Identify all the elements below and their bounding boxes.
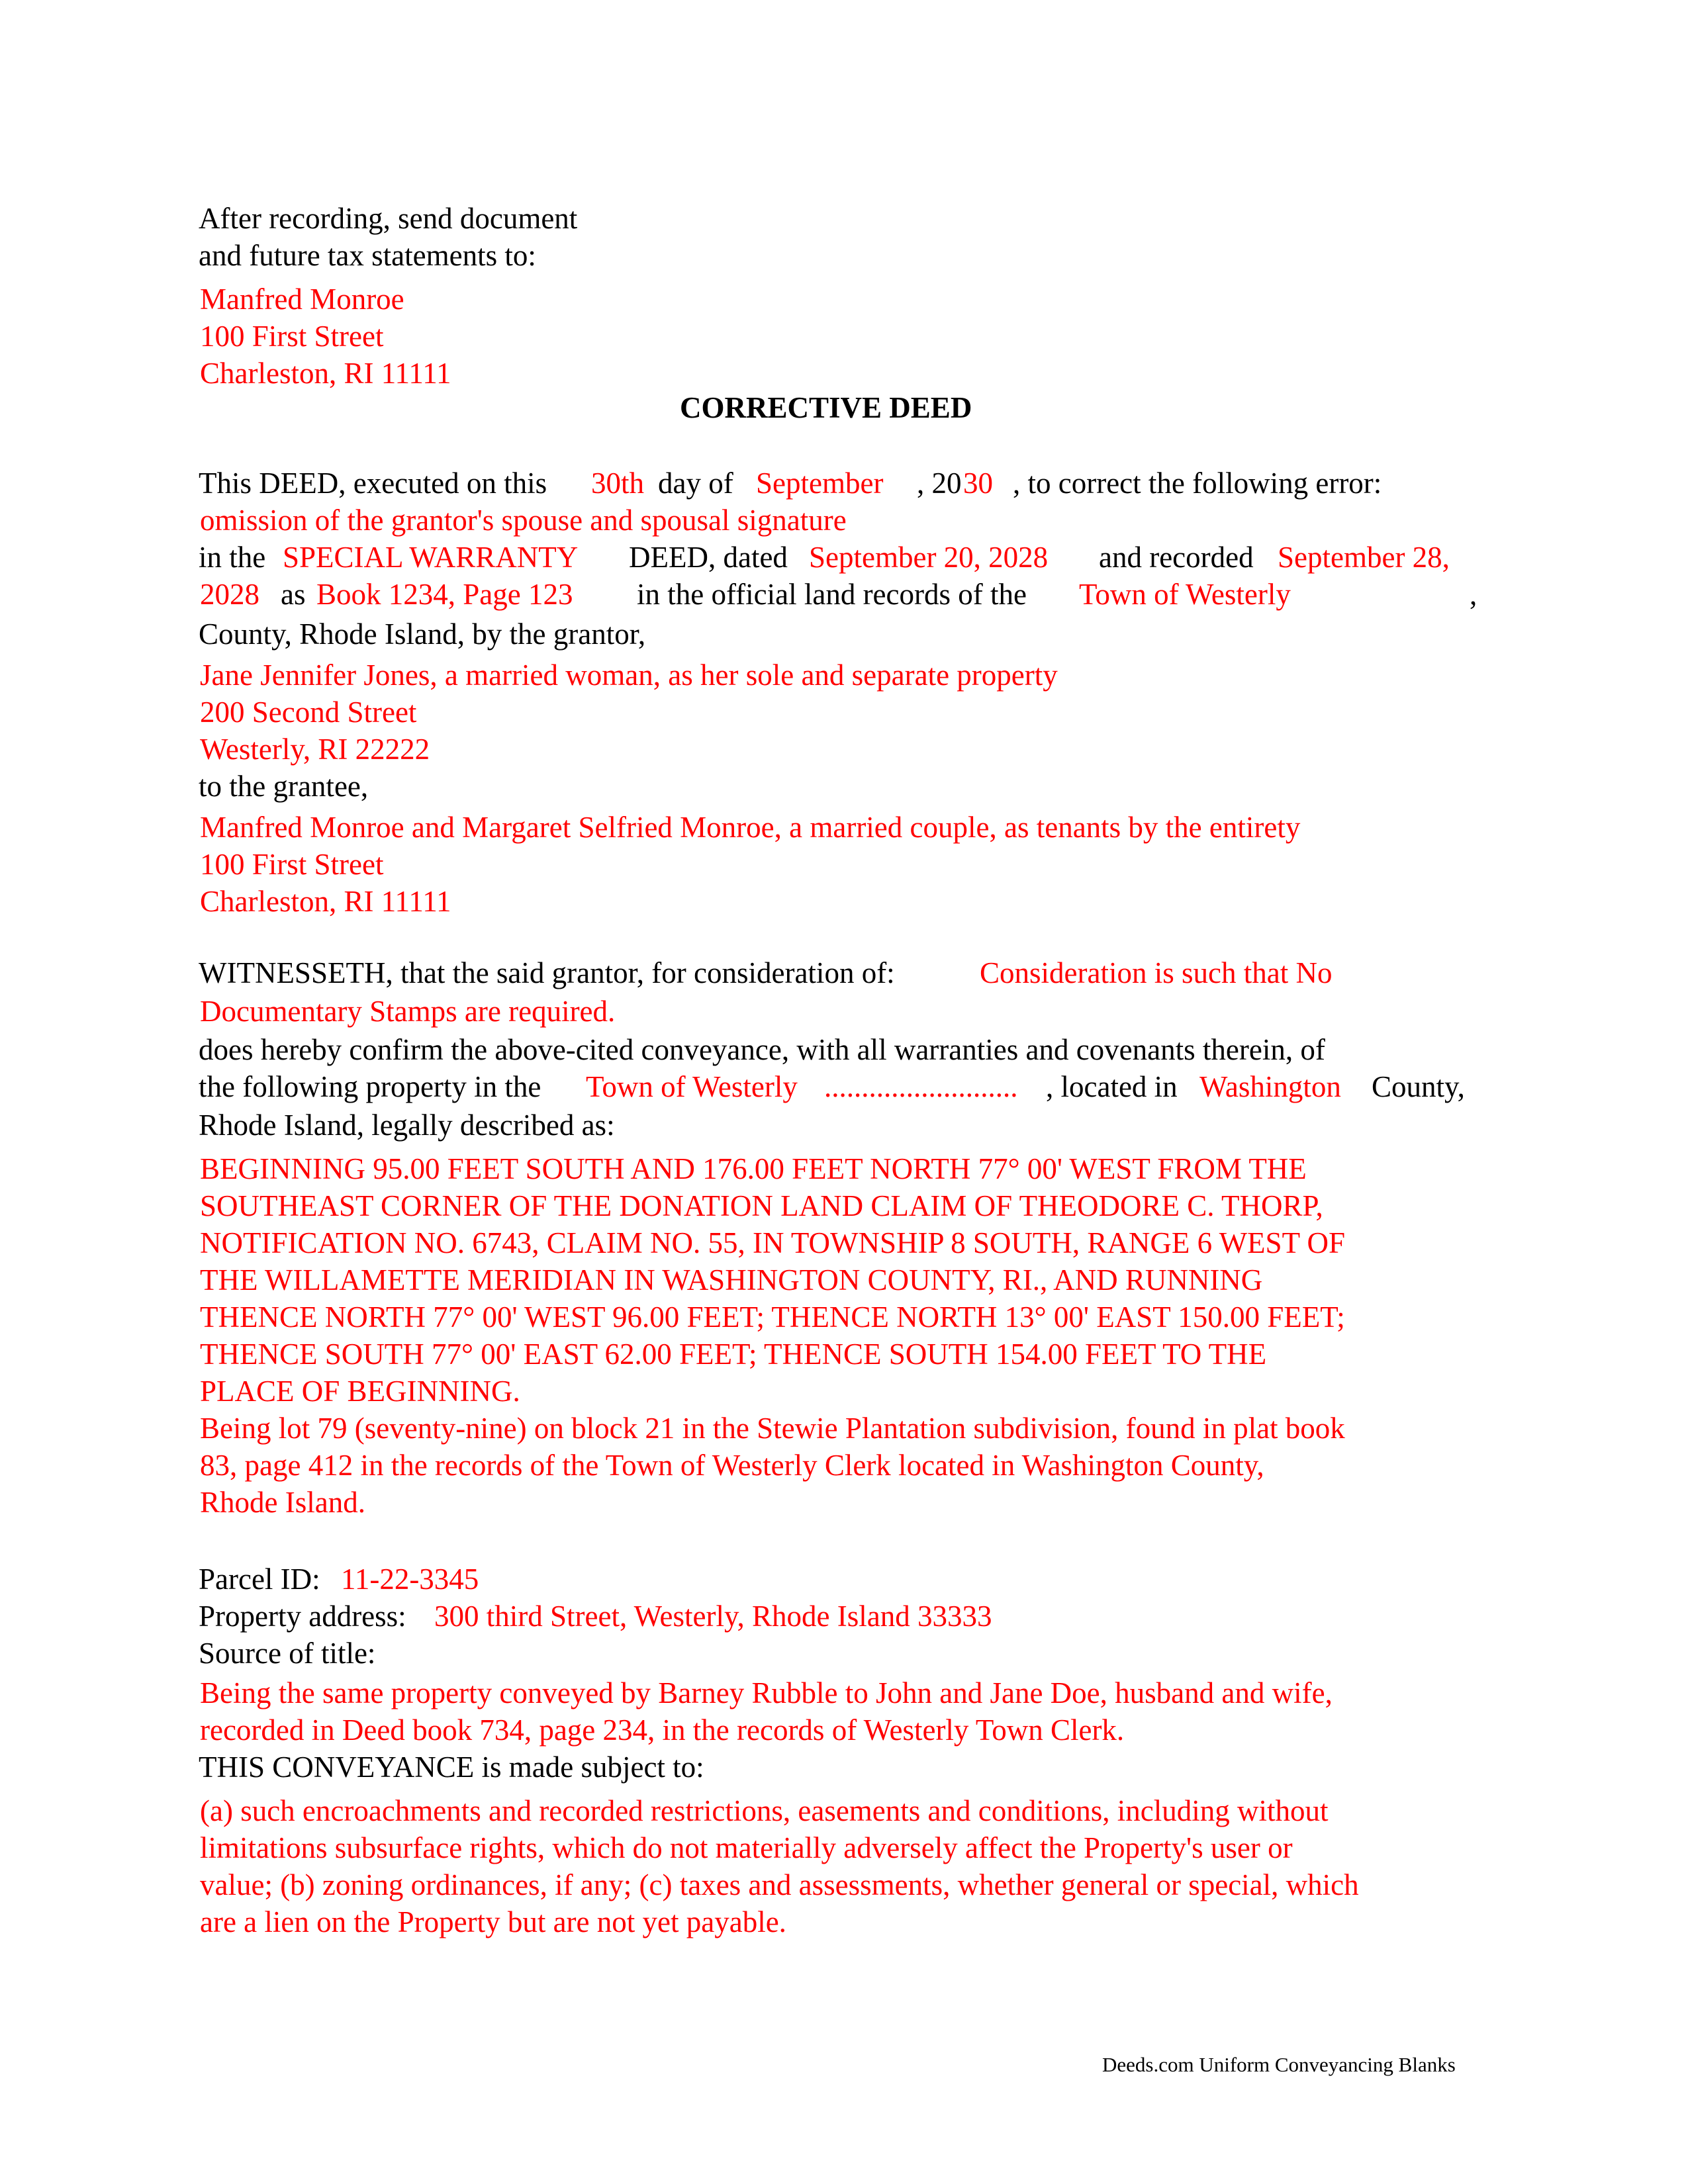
subject-line: (a) such encroachments and recorded restrictions, easements and conditions, including without [200, 1794, 1329, 1827]
subject-line: value; (b) zoning ordinances, if any; (c) taxes and assessments, whether general or special, which [200, 1868, 1359, 1901]
return-street: 100 First Street [200, 320, 384, 353]
property-dots: .......................... [824, 1070, 1018, 1103]
legal-line: NOTIFICATION NO. 6743, CLAIM NO. 55, IN TOWNSHIP 8 SOUTH, RANGE 6 WEST OF [200, 1226, 1346, 1259]
legal-label: Rhode Island, legally described as: [199, 1109, 615, 1142]
deed-as: as [281, 578, 306, 611]
parcel-id: 11-22-3345 [341, 1563, 479, 1596]
property-pre: the following property in the [199, 1070, 541, 1103]
deed-book-page: Book 1234, Page 123 [316, 578, 573, 611]
legal-line: THENCE SOUTH 77° 00' EAST 62.00 FEET; THENCE SOUTH 154.00 FEET TO THE [200, 1338, 1267, 1371]
property-located: , located in [1046, 1070, 1178, 1103]
witness-pre: WITNESSETH, that the said grantor, for consideration of: [199, 956, 895, 989]
property-county: Washington [1199, 1070, 1341, 1103]
deed-day: 30th [591, 467, 645, 500]
witness-confirm: does hereby confirm the above-cited conveyance, with all warranties and covenants therein, of [199, 1033, 1325, 1066]
legal-line: THE WILLAMETTE MERIDIAN IN WASHINGTON COUNTY, RI., AND RUNNING [200, 1263, 1263, 1297]
return-city: Charleston, RI 11111 [200, 357, 451, 390]
deed-line1-post: , to correct the following error: [1013, 467, 1382, 500]
source-line: recorded in Deed book 734, page 234, in the records of Westerly Town Clerk. [200, 1713, 1125, 1747]
legal-line: PLACE OF BEGINNING. [200, 1375, 520, 1408]
grantor-street: 200 Second Street [200, 696, 417, 729]
grantee-city: Charleston, RI 11111 [200, 885, 451, 918]
deed-county-grantor: County, Rhode Island, by the grantor, [199, 617, 646, 651]
deed-in-the: in the [199, 541, 266, 574]
legal-line: Being lot 79 (seventy-nine) on block 21 in the Stewie Plantation subdivision, found in plat book [200, 1412, 1345, 1445]
legal-line: Rhode Island. [200, 1486, 365, 1519]
legal-line: BEGINNING 95.00 FEET SOUTH AND 176.00 FEET NORTH 77° 00' WEST FROM THE [200, 1152, 1307, 1185]
property-town: Town of Westerly [586, 1070, 798, 1103]
deed-year-suffix: 30 [963, 467, 993, 500]
deed-recorded-label: and recorded [1099, 541, 1254, 574]
return-name: Manfred Monroe [200, 283, 404, 316]
deed-day-of: day of [658, 467, 733, 500]
subject-label: THIS CONVEYANCE is made subject to: [199, 1751, 704, 1784]
return-heading-line2: and future tax statements to: [199, 239, 536, 272]
return-heading-line1: After recording, send document [199, 202, 578, 235]
grantee-label: to the grantee, [199, 770, 369, 803]
grantee-street: 100 First Street [200, 848, 384, 881]
deed-official-records: in the official land records of the [637, 578, 1027, 611]
witness-consideration-2: Documentary Stamps are required. [200, 995, 616, 1028]
deed-date-recorded-1: September 28, [1278, 541, 1450, 574]
property-county-label: County, [1372, 1070, 1465, 1103]
witness-consideration-1: Consideration is such that No [980, 956, 1333, 989]
property-address: 300 third Street, Westerly, Rhode Island 33333 [434, 1600, 992, 1633]
deed-year-prefix: , 20 [917, 467, 962, 500]
footer-text: Deeds.com Uniform Conveyancing Blanks [1102, 2053, 1456, 2076]
deed-error: omission of the grantor's spouse and spousal signature [200, 504, 847, 537]
document-title: CORRECTIVE DEED [680, 391, 972, 424]
deed-line1-pre: This DEED, executed on this [199, 467, 547, 500]
deed-type: SPECIAL WARRANTY [283, 541, 579, 574]
parcel-label: Parcel ID: [199, 1563, 320, 1596]
deed-month: September [756, 467, 884, 500]
deed-dated-label: DEED, dated [629, 541, 788, 574]
legal-line: 83, page 412 in the records of the Town of Westerly Clerk located in Washington County, [200, 1449, 1264, 1482]
subject-line: are a lien on the Property but are not yet payable. [200, 1905, 786, 1938]
legal-line: THENCE NORTH 77° 00' WEST 96.00 FEET; THENCE NORTH 13° 00' EAST 150.00 FEET; [200, 1300, 1345, 1334]
grantee-name: Manfred Monroe and Margaret Selfried Monroe, a married couple, as tenants by the entirety [200, 811, 1301, 844]
deed-date-dated: September 20, 2028 [809, 541, 1049, 574]
deed-date-recorded-2: 2028 [200, 578, 259, 611]
source-label: Source of title: [199, 1637, 376, 1670]
deed-comma: , [1470, 578, 1477, 611]
source-line: Being the same property conveyed by Barney Rubble to John and Jane Doe, husband and wife, [200, 1676, 1333, 1709]
legal-line: SOUTHEAST CORNER OF THE DONATION LAND CLAIM OF THEODORE C. THORP, [200, 1189, 1323, 1222]
deed-records-town: Town of Westerly [1079, 578, 1291, 611]
subject-line: limitations subsurface rights, which do not materially adversely affect the Property's user or [200, 1831, 1293, 1864]
grantor-city: Westerly, RI 22222 [200, 733, 430, 766]
grantor-name: Jane Jennifer Jones, a married woman, as her sole and separate property [200, 659, 1058, 692]
property-address-label: Property address: [199, 1600, 406, 1633]
